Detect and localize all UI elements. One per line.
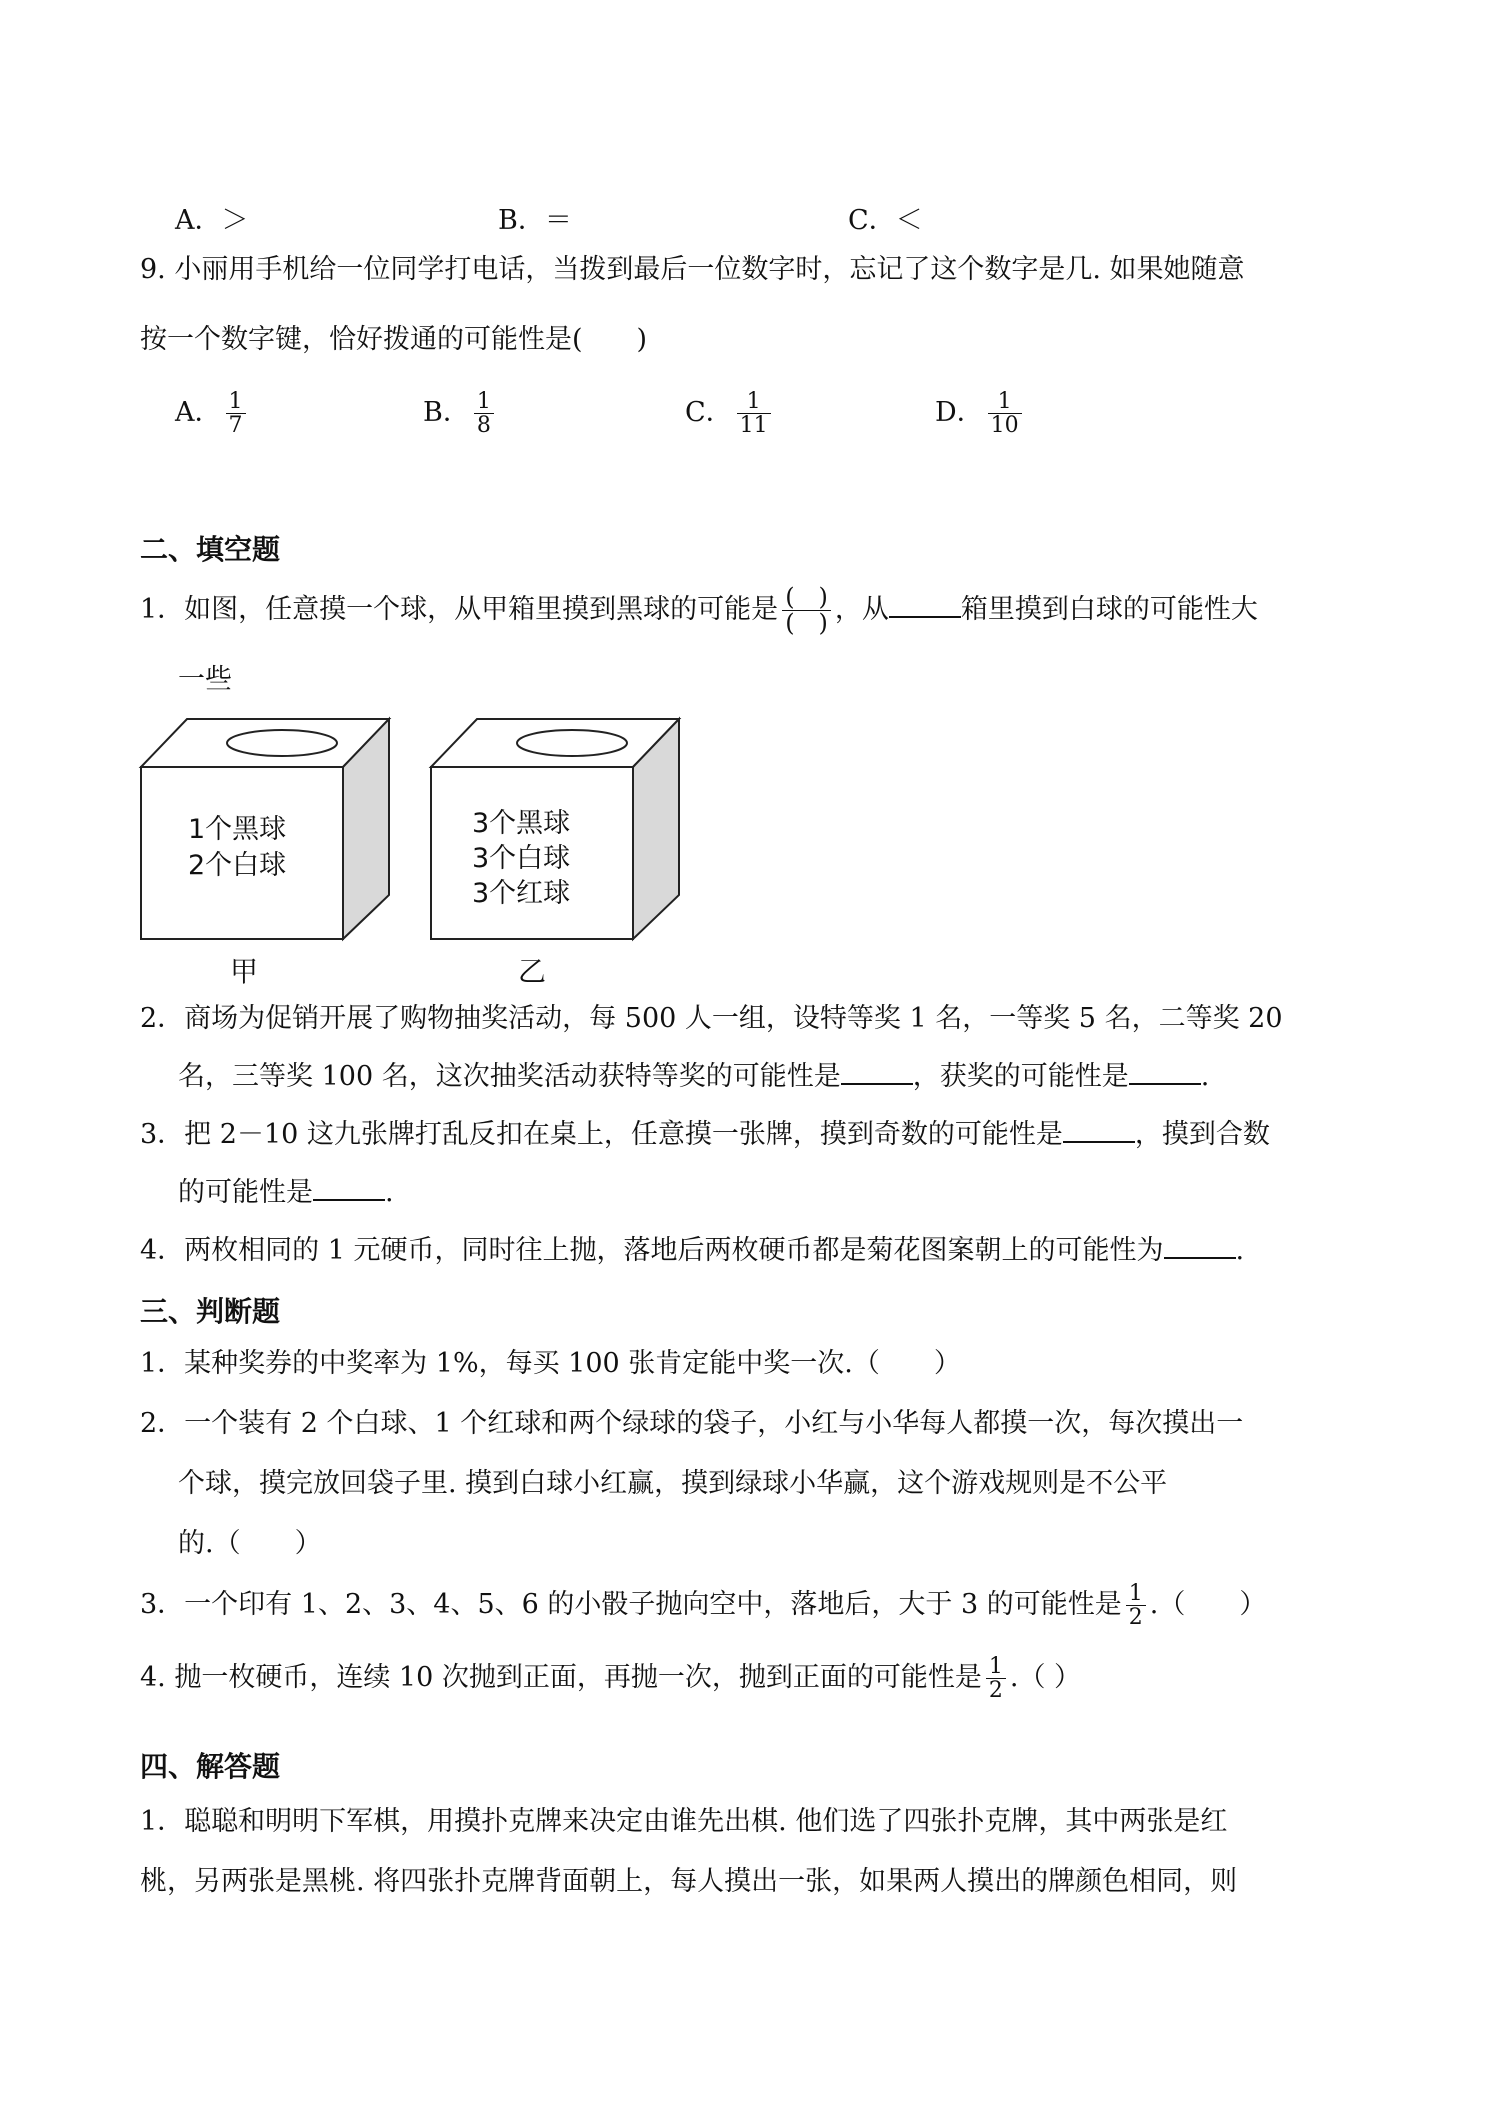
q8-option-c: C．＜ — [848, 205, 923, 236]
box-b-contents: 3个黑球 3个白球 3个红球 — [472, 808, 571, 909]
q9-option-c: C． $\frac{1}{11}$ — [685, 390, 775, 437]
s4-q1-line2: 桃，另两张是黑桃. 将四张扑克牌背面朝上，每人摸出一张，如果两人摸出的牌颜色相同，则 — [140, 1866, 1238, 1897]
box-a-contents: 1个黑球 2个白球 — [188, 814, 287, 881]
s2-q4: 4．两枚相同的 1 元硬币，同时往上抛，落地后两枚硬币都是菊花图案朝上的可能性为 . — [140, 1235, 1245, 1266]
box-a-opening — [227, 730, 337, 756]
q8-option-a: A．＞ — [175, 205, 249, 236]
s3-q1: 1．某种奖券的中奖率为 1%，每买 100 张肯定能中奖一次.（ ） — [140, 1348, 961, 1379]
blank — [889, 596, 961, 618]
section4-title: 四、解答题 — [140, 1750, 281, 1783]
s4-q1-line1: 1．聪聪和明明下军棋，用摸扑克牌来决定由谁先出棋. 他们选了四张扑克牌，其中两张是红 — [140, 1806, 1228, 1837]
section3-title: 三、判断题 — [140, 1295, 281, 1328]
blank — [313, 1179, 385, 1201]
s2-q1-line1: 1．如图，任意摸一个球，从甲箱里摸到黑球的可能是 $\frac{( )}{( )}$ ，从 箱里摸到白球的可能性大 — [140, 583, 1258, 638]
q9-option-a: A． $\frac{1}{7}$ — [175, 390, 250, 437]
blank — [1164, 1237, 1236, 1259]
s2-q2-line2: 名，三等奖 100 名，这次抽奖活动获特等奖的可能性是 ，获奖的可能性是 . — [178, 1061, 1210, 1092]
s2-q3-line1: 3．把 2－10 这九张牌打乱反扣在桌上，任意摸一张牌，摸到奇数的可能性是 ，摸到合数 — [140, 1119, 1270, 1150]
s2-q2-line1: 2．商场为促销开展了购物抽奖活动，每 500 人一组，设特等奖 1 名，一等奖 5 名，二等奖 20 — [140, 1003, 1283, 1034]
section2-title: 二、填空题 — [140, 533, 281, 566]
q8-option-b: B．＝ — [498, 205, 572, 236]
q9-option-b: B． $\frac{1}{8}$ — [423, 390, 498, 437]
box-b-label: 乙 — [518, 955, 547, 988]
box-b-opening — [517, 730, 627, 756]
q9-line2: 按一个数字键，恰好拨通的可能性是( ) — [140, 324, 648, 355]
s3-q2-line1: 2．一个装有 2 个白球、1 个红球和两个绿球的袋子，小红与小华每人都摸一次，每次摸出一 — [140, 1408, 1244, 1439]
blank — [1063, 1121, 1135, 1143]
s3-q2-line2: 个球，摸完放回袋子里. 摸到白球小红赢，摸到绿球小华赢，这个游戏规则是不公平 — [178, 1468, 1168, 1499]
s3-q4: 4. 抛一枚硬币，连续 10 次抛到正面，再抛一次，抛到正面的可能性是 $\frac{1}{2}$ .（ ） — [140, 1654, 1082, 1704]
s2-q3-line2: 的可能性是 . — [178, 1177, 394, 1208]
blank — [1129, 1063, 1201, 1085]
q9-line1: 9. 小丽用手机给一位同学打电话，当拨到最后一位数字时，忘记了这个数字是几. 如果她随意 — [140, 254, 1245, 285]
q9-option-d: D． $\frac{1}{10}$ — [935, 390, 1026, 437]
s3-q3: 3．一个印有 1、2、3、4、5、6 的小骰子抛向空中，落地后，大于 3 的可能性是 $\frac{1}{2}$ .（ ） — [140, 1581, 1267, 1631]
s2-q1-line2: 一些 — [178, 664, 232, 695]
blank — [841, 1063, 913, 1085]
s3-q2-line3: 的.（ ） — [178, 1528, 322, 1559]
box-a-label: 甲 — [230, 955, 259, 988]
